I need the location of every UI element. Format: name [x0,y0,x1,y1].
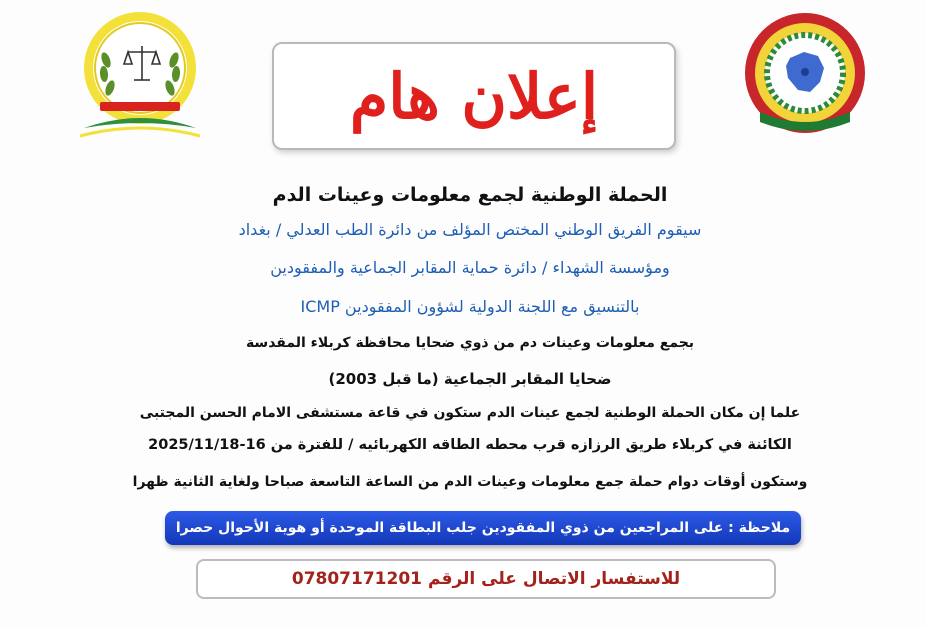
team-description-line: سيقوم الفريق الوطني المختص المؤلف من دائرة الطب العدلي / بغداد [238,220,702,239]
contact-label: للاستفسار الاتصال على الرقم [427,569,681,589]
title-box [272,42,676,150]
note-text: ملاحظة : على المراجعين من ذوي المفقودين جلب البطاقة الموحدة أو هوية الأحوال حصرا [175,520,791,536]
contact-phone: 07807171201 [291,569,422,589]
martyrs-foundation-logo-icon [740,8,870,138]
purpose-line: بجمع معلومات وعينات دم من ذوي ضحايا محافظة كربلاء المقدسة [245,335,695,351]
campaign-heading: الحملة الوطنية لجمع معلومات وعينات الدم [272,184,668,206]
foundation-line: ومؤسسة الشهداء / دائرة حماية المقابر الجماعية والمفقودين [270,258,670,277]
note-bar [165,511,801,545]
working-hours-line: وستكون أوقات دوام حملة جمع معلومات وعينات الدم من الساعة التاسعة صباحا ولغاية الثانية ظهرا [132,474,808,490]
victims-line: ضحايا المقابر الجماعية (ما قبل 2003) [328,370,612,388]
forensic-logo-icon [70,8,210,143]
page-title: إعلان هام [349,59,599,133]
contact-box [196,559,776,599]
address-date-line: الكائنة في كربلاء طريق الرزازه قرب محطه الطاقه الكهربائيه / للفترة من 16-2025/11/18 [148,437,792,453]
location-line: علما إن مكان الحملة الوطنية لجمع عينات الدم ستكون في قاعة مستشفى الامام الحسن المجتبى [139,405,801,421]
icmp-coordination-line: بالتنسيق مع اللجنة الدولية لشؤون المفقودين ICMP [300,297,640,316]
